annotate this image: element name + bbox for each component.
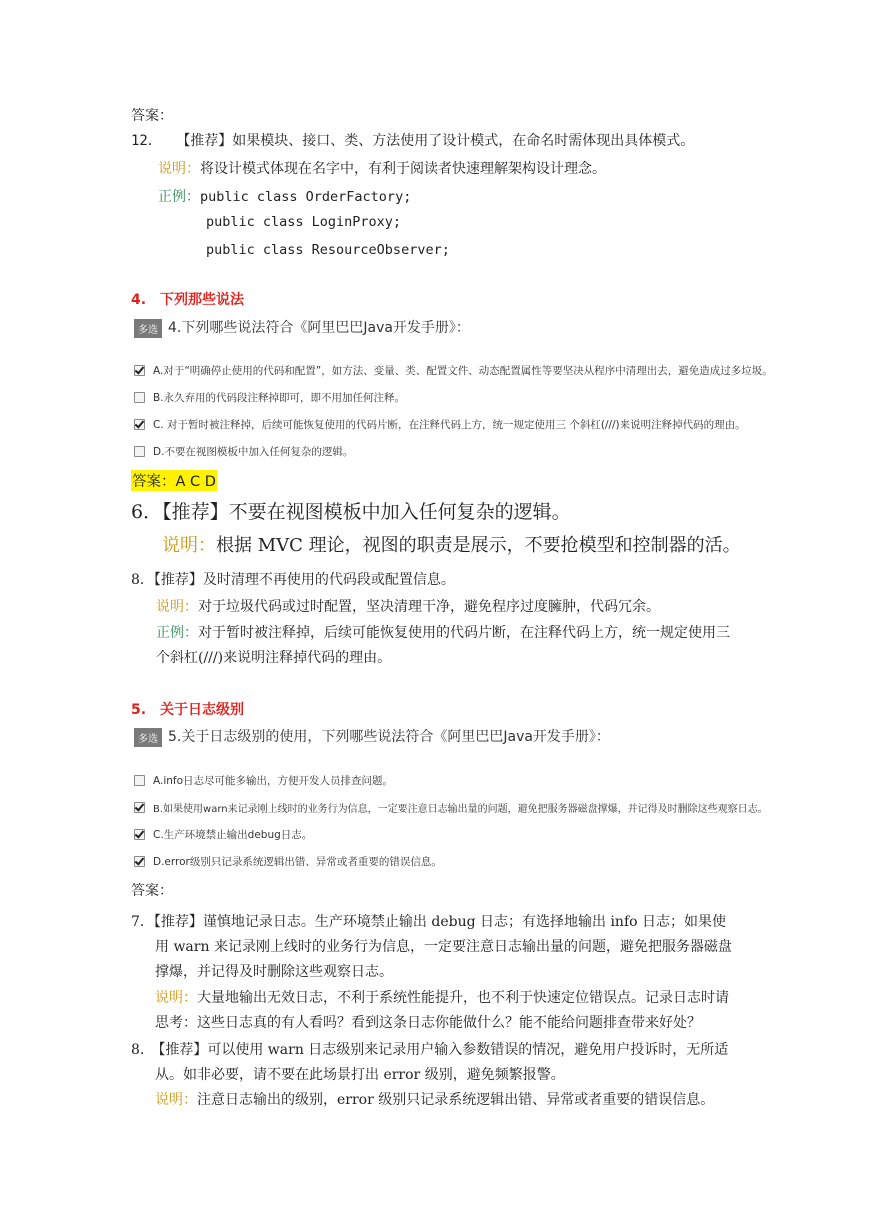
option-d[interactable]: [134, 854, 442, 869]
question-4-title: [134, 317, 470, 338]
checkbox-checked-icon[interactable]: [134, 802, 145, 813]
question-5-title: [134, 726, 610, 747]
note-text: 大量地输出无效日志，不利于系统性能提升，也不利于快速定位错误点。记录日志时请: [197, 990, 729, 1006]
rule-8-title: 8．【推荐】及时清理不再使用的代码段或配置信息。: [131, 572, 455, 588]
checkbox-unchecked-icon[interactable]: [134, 775, 145, 786]
rule-7-note-cont: 思考：这些日志真的有人看吗？看到这条日志你能做什么？能不能给问题排查带来好处？: [155, 1015, 701, 1031]
rule-7-line: 用 warn 来记录刚上线时的业务行为信息，一定要注意日志输出量的问题，避免把服务器磁盘: [155, 939, 732, 955]
note-label: 说明：: [158, 161, 200, 177]
rule-7-line: 撑爆，并记得及时删除这些观察日志。: [155, 964, 393, 980]
section-4-heading: 4. 下列那些说法: [131, 292, 245, 308]
option-text: C.生产环境禁止输出debug日志。: [153, 829, 313, 841]
checkbox-checked-icon[interactable]: [134, 419, 145, 430]
note-label: 说明：: [156, 599, 198, 615]
rule-8-example: [156, 622, 730, 642]
option-text: B.如果使用warn来记录刚上线时的业务行为信息，一定要注意日志输出量的问题，避免把服务器磁盘撑爆，并记得及时删除这些观察日志。: [153, 804, 768, 815]
rule-12-text: 【推荐】如果模块、接口、类、方法使用了设计模式，在命名时需体现出具体模式。: [176, 133, 695, 149]
note-text: 注意日志输出的级别，error 级别只记录系统逻辑出错、异常或者重要的错误信息。: [197, 1092, 715, 1108]
answer-4: 答案：A C D: [131, 470, 217, 491]
rule-12-note: [158, 158, 606, 178]
note-text: 根据 MVC 理论，视图的职责是展示，不要抢模型和控制器的活。: [216, 535, 741, 556]
rule-12-title: [131, 130, 694, 150]
example-text: 对于暂时被注释掉，后续可能恢复使用的代码片断，在注释代码上方，统一规定使用三: [198, 625, 730, 641]
option-text: D.error级别只记录系统逻辑出错、异常或者重要的错误信息。: [153, 856, 442, 868]
note-text: 将设计模式体现在名字中，有利于阅读者快速理解架构设计理念。: [200, 161, 606, 177]
rule-6-note: [162, 531, 741, 557]
option-text: A.info日志尽可能多输出，方便开发人员排查问题。: [153, 775, 394, 787]
example-label: 正例：: [156, 625, 198, 641]
rule-7-line: 7．【推荐】谨慎地记录日志。生产环境禁止输出 debug 日志；有选择地输出 info 日志；如果使: [131, 914, 726, 930]
question-5-text: 5.关于日志级别的使用，下列哪些说法符合《阿里巴巴Java开发手册》：: [168, 729, 610, 745]
code-line: public class OrderFactory;: [200, 189, 412, 205]
option-b[interactable]: [134, 800, 768, 815]
rule-8-example-cont: 个斜杠(///)来说明注释掉代码的理由。: [156, 650, 392, 666]
multi-select-tag: 多选: [134, 728, 162, 747]
question-4-text: 4.下列哪些说法符合《阿里巴巴Java开发手册》：: [168, 320, 470, 336]
rule-8-line: 8. 【推荐】可以使用 warn 日志级别来记录用户输入参数错误的情况，避免用户投诉时，无所适: [131, 1042, 729, 1058]
checkbox-unchecked-icon[interactable]: [134, 392, 145, 403]
code-line: public class LoginProxy;: [206, 214, 402, 230]
option-text: A.对于“明确停止使用的代码和配置”，如方法、变量、类、配置文件、动态配置属性等要坚决从程序中清理出去，避免造成过多垃圾。: [153, 365, 773, 377]
rule-7-note: [155, 987, 729, 1007]
note-label: 说明：: [155, 1092, 197, 1108]
checkbox-checked-icon[interactable]: [134, 856, 145, 867]
rule-8-note: [155, 1089, 714, 1109]
example-label: 正例：: [158, 189, 200, 205]
option-b[interactable]: [134, 390, 405, 405]
option-text: B.永久弃用的代码段注释掉即可，即不用加任何注释。: [153, 392, 406, 404]
option-c[interactable]: [134, 827, 312, 842]
option-c[interactable]: [134, 417, 746, 432]
checkbox-checked-icon[interactable]: [134, 365, 145, 376]
checkbox-unchecked-icon[interactable]: [134, 446, 145, 457]
option-a[interactable]: [134, 363, 773, 378]
answer-label-5: 答案：: [131, 883, 173, 899]
answer-label-3: 答案：: [131, 108, 173, 124]
rule-12-number: 12．: [131, 133, 162, 149]
option-d[interactable]: [134, 444, 353, 459]
rule-8-note: [156, 596, 660, 616]
checkbox-checked-icon[interactable]: [134, 829, 145, 840]
multi-select-tag: 多选: [134, 319, 162, 338]
note-label: 说明：: [155, 990, 197, 1006]
note-label: 说明：: [162, 535, 216, 556]
rule-6-title: 6．【推荐】不要在视图模板中加入任何复杂的逻辑。: [131, 501, 571, 523]
rule-12-example: [158, 186, 411, 206]
note-text: 对于垃圾代码或过时配置，坚决清理干净，避免程序过度臃肿，代码冗余。: [198, 599, 660, 615]
code-line: public class ResourceObserver;: [206, 242, 450, 258]
option-a[interactable]: [134, 773, 393, 788]
option-text: D.不要在视图模板中加入任何复杂的逻辑。: [153, 446, 354, 458]
section-5-heading: 5. 关于日志级别: [131, 702, 245, 718]
rule-8-line: 从。如非必要，请不要在此场景打出 error 级别，避免频繁报警。: [155, 1067, 565, 1083]
option-text: C. 对于暂时被注释掉，后续可能恢复使用的代码片断，在注释代码上方，统一规定使用三 个斜杠(///)来说明注释掉代码的理由。: [153, 419, 746, 431]
